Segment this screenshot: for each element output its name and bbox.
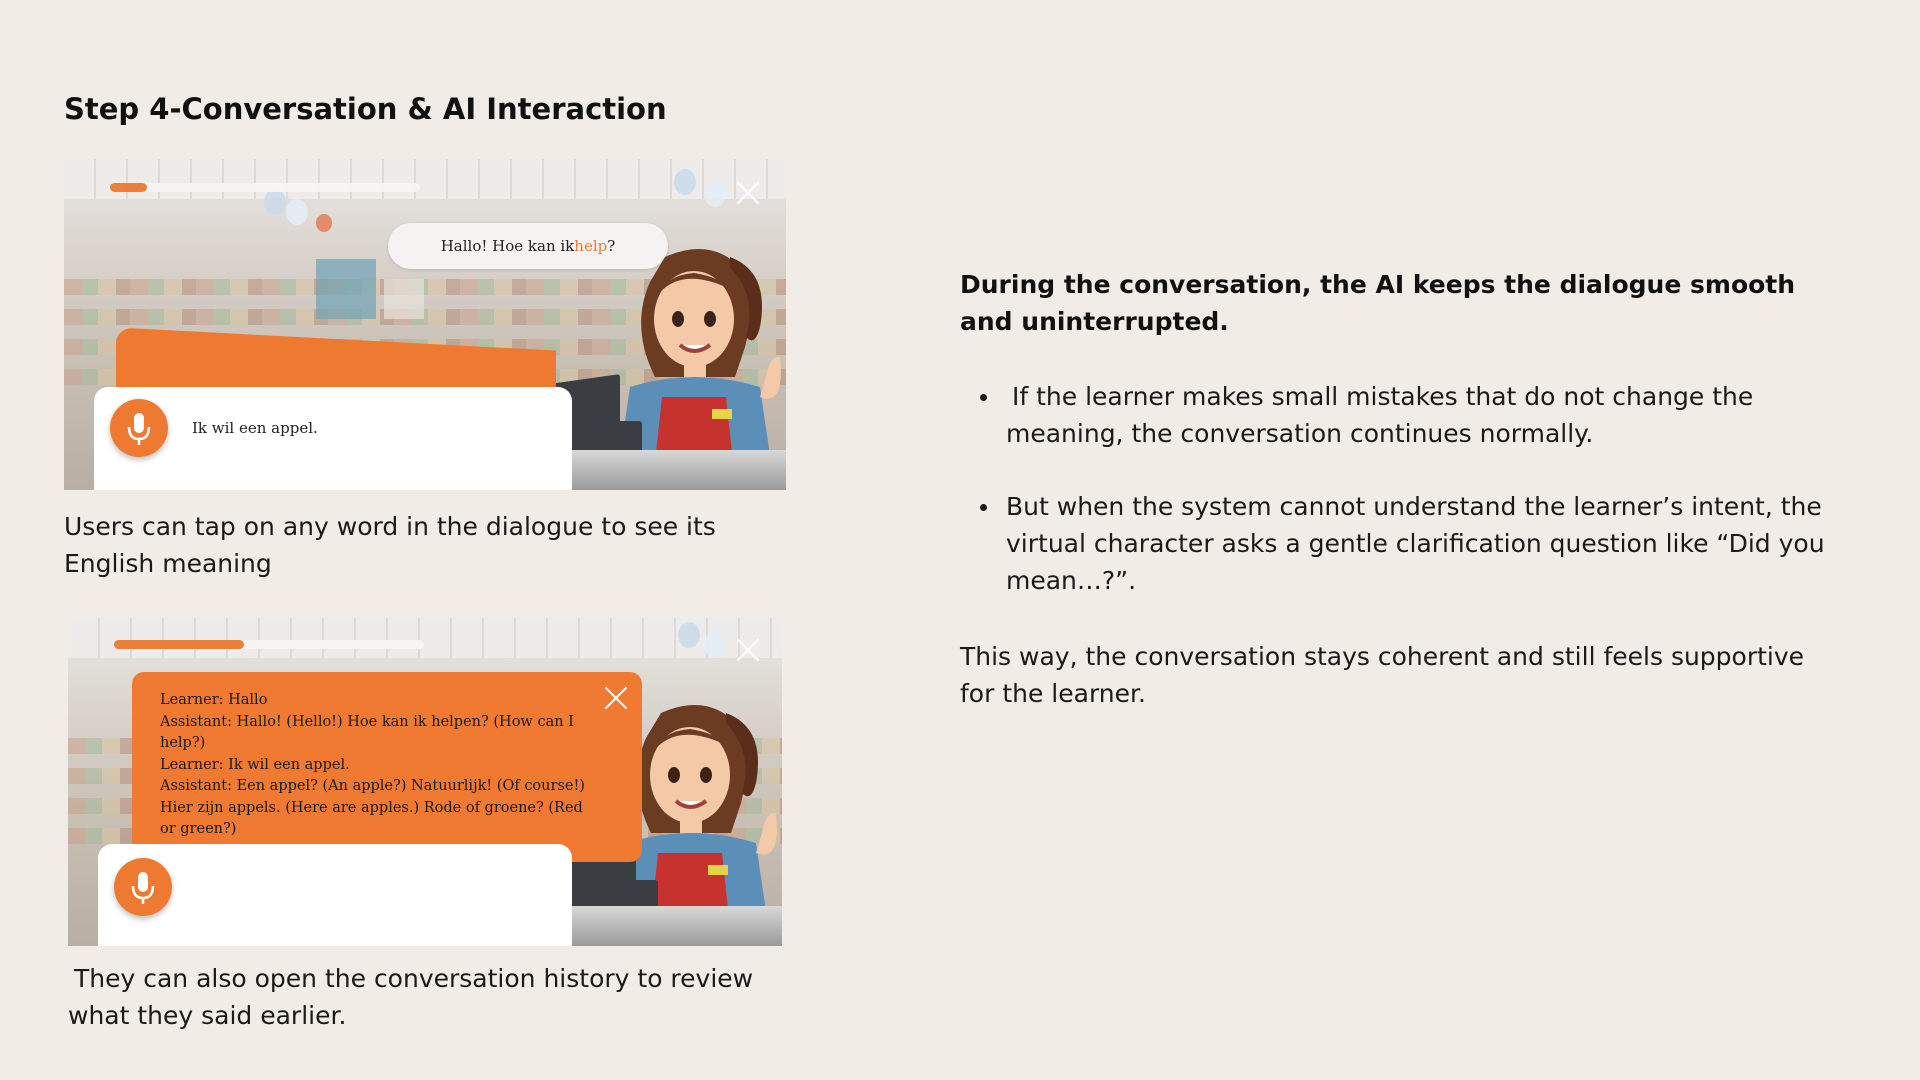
balloon-icon (678, 622, 700, 648)
store-ceiling (68, 618, 782, 658)
bullet-list (960, 378, 1840, 635)
close-icon[interactable] (734, 179, 762, 207)
balloon-icon (264, 189, 286, 215)
lead-paragraph: During the conversation, the AI keeps the dialogue smooth and uninterrupted. (960, 270, 1796, 336)
learner-text: Ik wil een appel. (192, 419, 318, 437)
close-icon[interactable] (734, 636, 762, 664)
history-line: Learner: Ik wil een appel. (160, 756, 350, 773)
balloon-icon (286, 199, 308, 225)
progress-fill (110, 183, 147, 192)
history-line: Assistant: Een appel? (An apple?) Natuurlijk! (Of course!) Hier zijn appels. (Here are apples.) Rode of groene? (Red or green?) (160, 778, 585, 837)
mockup-dialogue-screen (64, 159, 786, 490)
mockup-history-screen (68, 618, 782, 946)
mic-button[interactable] (110, 399, 168, 457)
bullet-item: But when the system cannot understand the learner’s intent, the virtual character asks a gentle clarification question like “Did you mean…?”. (960, 488, 1840, 599)
tappable-word[interactable]: help (574, 237, 608, 255)
store-sign (384, 279, 424, 319)
caption-bottom: They can also open the conversation history to review what they said earlier. (68, 964, 754, 1030)
progress-fill (114, 640, 244, 649)
history-line: Learner: Hallo (160, 692, 268, 708)
progress-bar (114, 640, 424, 649)
bullet-item: If the learner makes small mistakes that do not change the meaning, the conversation continues normally. (960, 378, 1840, 452)
store-sign (316, 259, 376, 319)
bubble-text-after: ? (607, 237, 616, 255)
balloon-icon (674, 169, 696, 195)
close-icon[interactable] (602, 684, 630, 712)
caption-top: Users can tap on any word in the dialogue to see its English meaning (64, 512, 716, 578)
balloon-icon (704, 181, 726, 207)
microphone-icon (110, 399, 168, 457)
progress-bar (110, 183, 420, 192)
balloon-icon (316, 214, 332, 232)
microphone-icon (114, 858, 172, 916)
balloon-icon (704, 632, 726, 658)
history-line: Assistant: Hallo! (Hello!) Hoe kan ik helpen? (How can I help?) (160, 713, 574, 751)
mic-button[interactable] (114, 858, 172, 916)
closing-paragraph: This way, the conversation stays coherent and still feels supportive for the learner. (960, 642, 1805, 708)
bubble-text-before: Hallo! Hoe kan ik (440, 237, 575, 255)
checkout-counter (566, 450, 786, 490)
page-title: Step 4-Conversation & AI Interaction (64, 92, 667, 126)
conversation-history-panel (132, 672, 642, 862)
checkout-counter (562, 906, 782, 946)
